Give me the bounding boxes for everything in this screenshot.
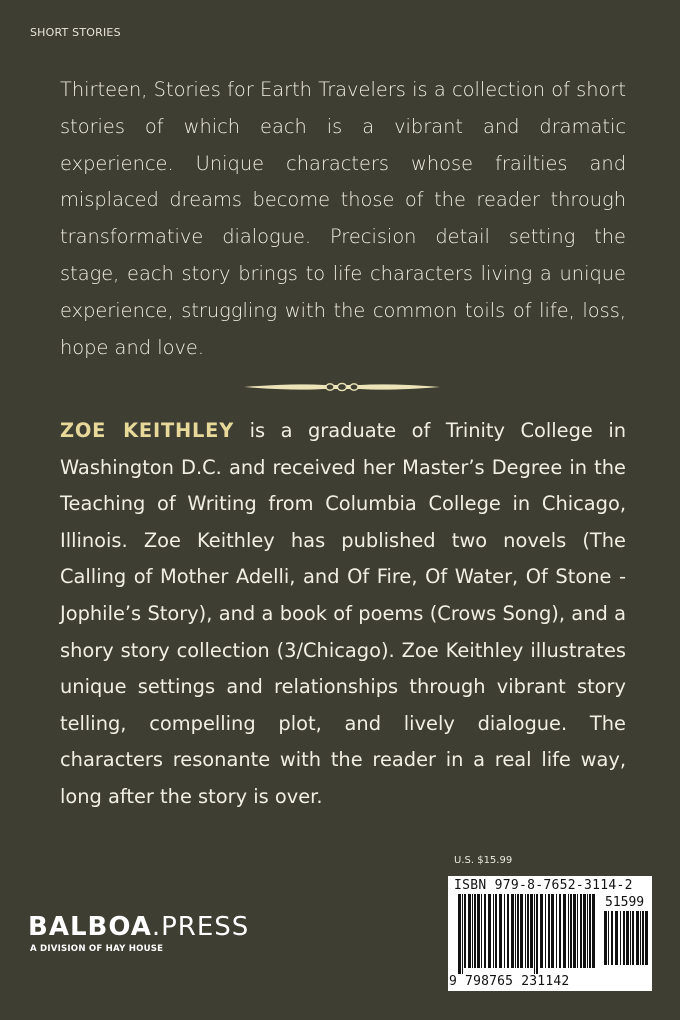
barcode-bar	[493, 894, 494, 968]
barcode-bar	[559, 894, 561, 968]
barcode-digits: 9 798765 231142	[449, 974, 570, 989]
barcode-bar	[477, 894, 480, 968]
barcode-bar	[626, 911, 629, 965]
supplement-bars	[604, 911, 648, 971]
barcode-bar	[604, 911, 607, 965]
barcode-bar	[504, 894, 505, 968]
barcode-bar	[568, 894, 569, 968]
barcode-bar	[507, 894, 509, 968]
barcode-bar	[620, 911, 621, 965]
category-label: SHORT STORIES	[30, 26, 121, 39]
barcode-bar	[583, 894, 586, 968]
barcode-bar	[636, 911, 639, 965]
publisher-name-light: .PRESS	[151, 912, 250, 942]
barcode-bar	[563, 894, 566, 968]
barcode-bar	[499, 894, 502, 968]
price-supplement: 51599	[605, 895, 645, 910]
author-bio	[60, 413, 626, 816]
price-label: U.S. $15.99	[454, 855, 513, 866]
barcode-bar	[495, 894, 497, 968]
barcode-bar	[458, 894, 461, 974]
barcode-bar	[481, 894, 482, 968]
publisher-name-bold: BALBOA	[28, 912, 152, 942]
isbn-barcode	[448, 876, 652, 991]
barcode-bar	[589, 894, 591, 968]
barcode-bar	[592, 894, 595, 968]
barcode-bar	[515, 894, 516, 968]
barcode-bar	[570, 894, 572, 968]
barcode-bar	[640, 911, 641, 965]
barcode-bar	[645, 911, 648, 965]
barcode-bar	[615, 911, 618, 965]
barcode-bar	[632, 911, 634, 965]
author-name: ZOE KEITHLEY	[60, 419, 235, 442]
barcode-bar	[573, 894, 576, 968]
barcode-bar	[534, 894, 535, 974]
barcode-bar	[630, 911, 631, 965]
barcode-bar	[551, 894, 554, 968]
barcode-bar	[484, 894, 486, 968]
barcode-bar	[517, 894, 519, 968]
barcode-bar	[462, 894, 463, 974]
barcode-bar	[527, 894, 529, 968]
book-description: Thirteen, Stories for Earth Travelers is a collection of short stories of which each is a vibrant and dramatic experience. Unique characters whose frailties and misplaced dreams become those of the reader through transformative dialogue. Precision detail setting the stage, each story brings to life characters living a unique experience, struggling with the common toils of life, loss, hope and love.	[60, 78, 626, 359]
barcode-bar	[511, 894, 514, 968]
barcode-bar	[580, 894, 582, 968]
barcode-bar	[530, 894, 533, 968]
barcode-bar	[587, 894, 588, 968]
barcode-bar	[623, 911, 625, 965]
barcode-bar	[611, 911, 613, 965]
barcode-bar	[540, 894, 543, 968]
barcode-bar	[468, 894, 471, 968]
barcode-bar	[548, 894, 550, 968]
barcode-bar	[472, 894, 473, 968]
barcode-bar	[642, 911, 644, 965]
barcode-bar	[545, 894, 546, 968]
barcode-bar	[608, 911, 609, 965]
author-bio-text: is a graduate of Trinity College in Washington D.C. and received her Master’s Degree in the Teaching of Writing from Columbia College in Chicago, Illinois. Zoe Keithley has published two novels (The Calling of Mother Adelli, and Of Fire, Of Water, Of Stone - Jophile’s Story), and a book of poems (Crows Song), and a shory story collection (3/Chicago). Zoe Keithley illustrates unique settings and relationships through vibrant story telling, compelling plot, and lively dialogue. The characters resonante with the reader in a real life way, long after the story is over.	[60, 419, 626, 808]
publisher-logo	[28, 912, 249, 942]
barcode-bar	[536, 894, 538, 974]
publisher-division: A DIVISION OF HAY HOUSE	[30, 944, 164, 954]
barcode-bar	[525, 894, 526, 968]
barcode-bars	[458, 894, 598, 974]
barcode-bar	[577, 894, 578, 968]
barcode-bar	[520, 894, 523, 968]
barcode-bar	[488, 894, 491, 968]
barcode-bar	[464, 894, 466, 968]
ornament-divider	[244, 380, 440, 394]
barcode-bar	[474, 894, 476, 968]
isbn-label: ISBN 979-8-7652-3114-2	[454, 878, 633, 893]
barcode-bar	[556, 894, 557, 968]
